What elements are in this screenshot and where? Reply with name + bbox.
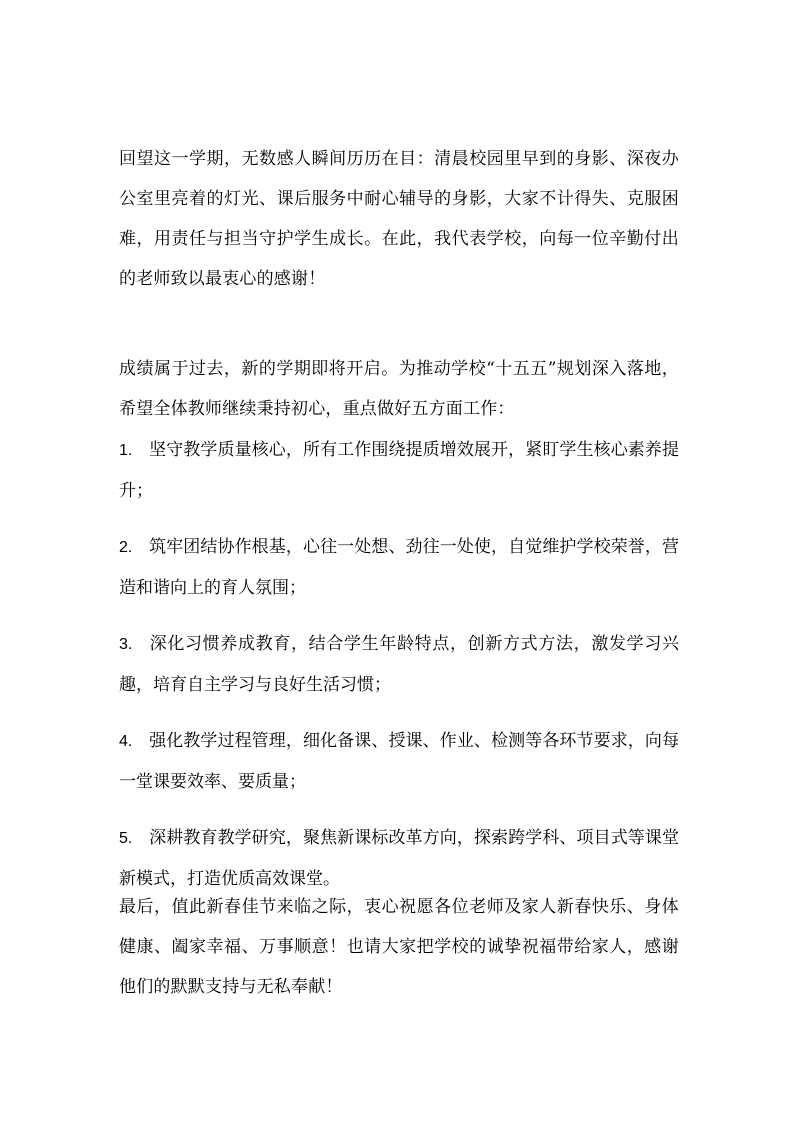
list-item bbox=[119, 721, 679, 802]
list-text: 深化习惯养成教育，结合学生年龄特点，创新方式方法，激发学习兴趣，培育自主学习与良好生活习惯； bbox=[119, 634, 679, 695]
list-text: 筑牢团结协作根基，心往一处想、劲往一处使，自觉维护学校荣誉，营造和谐向上的育人氛围； bbox=[119, 537, 679, 598]
list-text: 坚守教学质量核心，所有工作围绕提质增效展开，紧盯学生核心素养提升； bbox=[119, 440, 679, 501]
paragraph-plan: 成绩属于过去，新的学期即将开启。为推动学校“十五五”规划深入落地，希望全体教师继续秉持初心，重点做好五方面工作： bbox=[119, 359, 679, 419]
paragraph-closing: 最后，值此新春佳节来临之际，衷心祝愿各位老师及家人新春快乐、身体健康、阖家幸福、万事顺意！也请大家把学校的诚挚祝福带给家人，感谢他们的默默支持与无私奉献！ bbox=[119, 897, 679, 997]
list-item bbox=[119, 624, 679, 705]
list-item bbox=[119, 430, 679, 511]
list-number: 1. bbox=[119, 442, 133, 459]
list-text: 深耕教育教学研究，聚焦新课标改革方向，探索跨学科、项目式等课堂新模式，打造优质高效课堂。 bbox=[119, 828, 679, 889]
list-number: 4. bbox=[119, 733, 133, 750]
list-number: 5. bbox=[119, 830, 133, 847]
list-number: 3. bbox=[119, 636, 133, 653]
list-item bbox=[119, 527, 679, 608]
paragraph-intro: 回望这一学期，无数感人瞬间历历在目：清晨校园里早到的身影、深夜办公室里亮着的灯光、课后服务中耐心辅导的身影，大家不计得失、克服困难，用责任与担当守护学生成长。在此，我代表学校，向每一位辛勤付出的老师致以最衷心的感谢！ bbox=[119, 149, 679, 289]
task-list bbox=[119, 430, 679, 915]
list-text: 强化教学过程管理，细化备课、授课、作业、检测等各环节要求，向每一堂课要效率、要质量； bbox=[119, 731, 679, 792]
list-number: 2. bbox=[119, 539, 133, 556]
